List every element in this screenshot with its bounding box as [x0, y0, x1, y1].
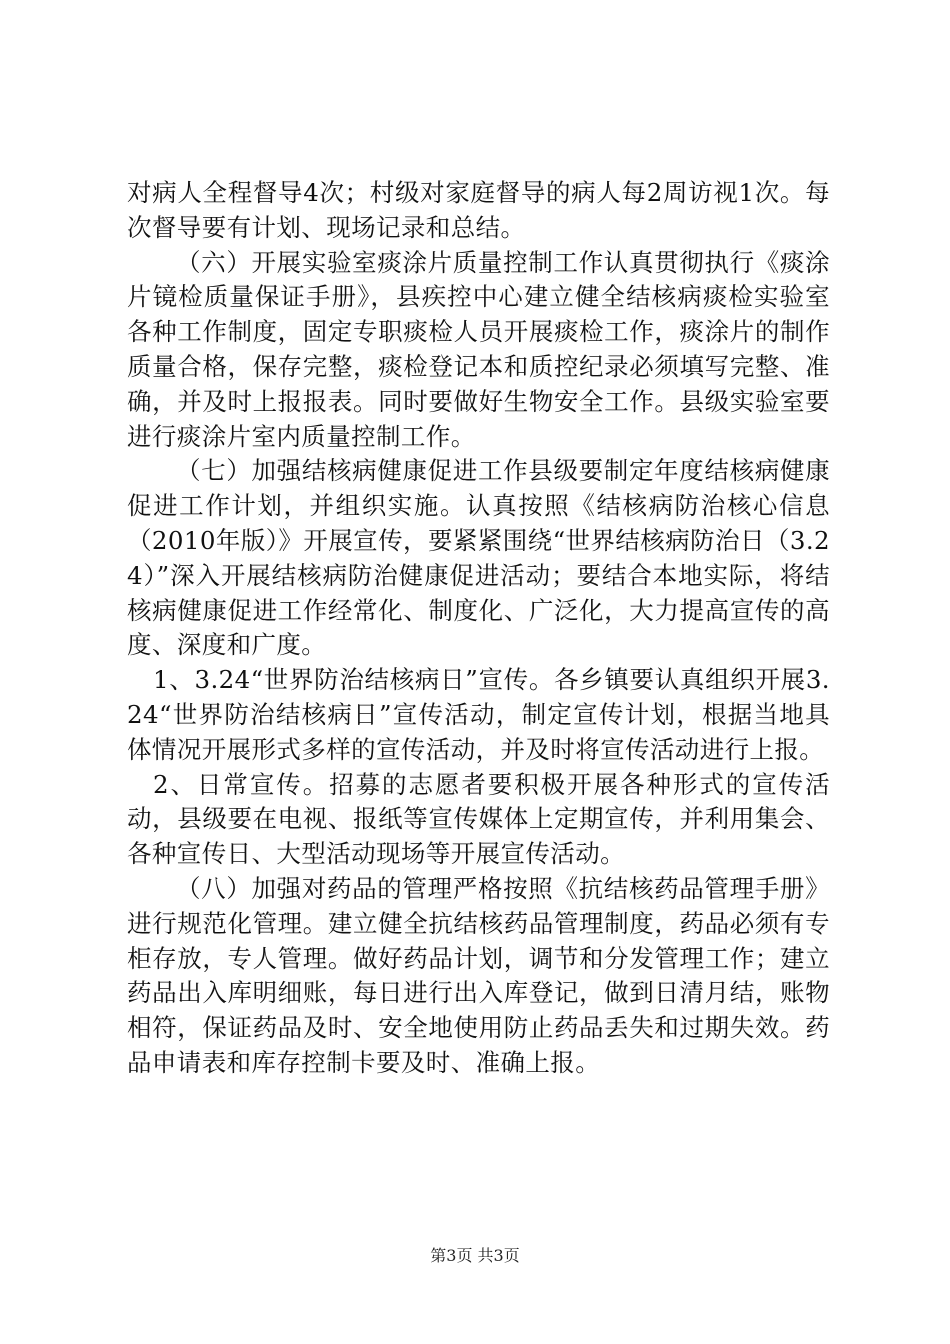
paragraph-lab-quality-control: （六）开展实验室痰涂片质量控制工作认真贯彻执行《痰涂片镜检质量保证手册》，县疾控中心建立健全结核病痰检实验室各种工作制度，固定专职痰检人员开展痰检工作，痰涂片的制作质量合格，保存完整，痰检登记本和质控纪录必须填写完整、准确，并及时上报报表。同时要做好生物安全工作。县级实验室要进行痰涂片室内质量控制工作。	[127, 247, 830, 451]
document-body	[127, 176, 830, 1081]
paragraph-health-promotion: （七）加强结核病健康促进工作县级要制定年度结核病健康促进工作计划，并组织实施。认真按照《结核病防治核心信息（2010年版）》开展宣传，要紧紧围绕“世界结核病防治日（3.24）”深入开展结核病防治健康促进活动；要结合本地实际，将结核病健康促进工作经常化、制度化、广泛化，大力提高宣传的高度、深度和广度。	[127, 456, 830, 660]
page-number-footer: 第3页 共3页	[430, 1246, 520, 1265]
paragraph-daily-publicity: 2、日常宣传。招募的志愿者要积极开展各种形式的宣传活动，县级要在电视、报纸等宣传媒体上定期宣传，并利用集会、各种宣传日、大型活动现场等开展宣传活动。	[127, 769, 830, 869]
paragraph-supervision: 对病人全程督导4次；村级对家庭督导的病人每2周访视1次。每次督导要有计划、现场记录和总结。	[127, 178, 830, 242]
paragraph-drug-management: （八）加强对药品的管理严格按照《抗结核药品管理手册》进行规范化管理。建立健全抗结核药品管理制度，药品必须有专柜存放，专人管理。做好药品计划，调节和分发管理工作；建立药品出入库明细账，每日进行出入库登记，做到日清月结，账物相符，保证药品及时、安全地使用防止药品丢失和过期失效。药品申请表和库存控制卡要及时、准确上报。	[127, 873, 830, 1077]
paragraph-world-tb-day: 1、3.24“世界防治结核病日”宣传。各乡镇要认真组织开展3.24“世界防治结核病日”宣传活动，制定宣传计划，根据当地具体情况开展形式多样的宣传活动，并及时将宣传活动进行上报。	[127, 665, 830, 764]
